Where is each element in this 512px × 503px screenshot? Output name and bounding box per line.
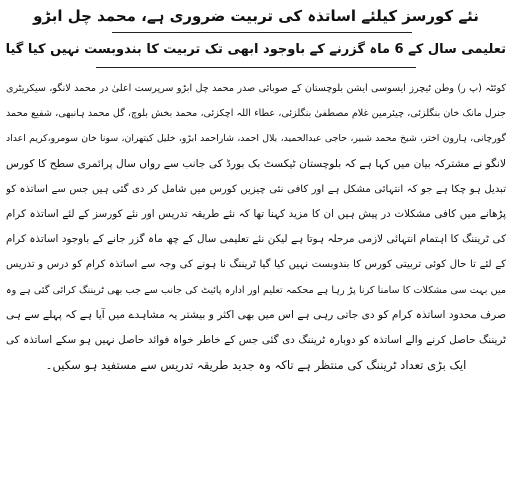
article-line: پڑھانے میں کافی مشکلات در پیش ہیں ان کا مزید کہنا تھا کہ نئے طریقہ تدریس اور نئے کورسز کے لئے اساتذہ کرام [6, 207, 506, 220]
article-line: تبدیل ہو چکا ہے جو کہ انتہائی مشکل ہے اور کافی نئی چیزیں کورس میں شامل کر دی گئی ہیں جس سے اساتذہ کو [6, 183, 506, 195]
article-line: میں بہت سی مشکلات کا سامنا کرنا پڑ رہا ہے محکمہ تعلیم اور ادارہ پائیٹ کی جانب سے جب بھی ٹریننگ کرائی گئی ہے وہ [6, 284, 506, 296]
headline-divider-top [112, 32, 412, 33]
article-line: لانگو نے مشترکہ بیان میں کہا ہے کہ بلوچستان ٹیکسٹ بک بورڈ کی جانب سے رواں سال پرائمری سطح کا کورس [6, 157, 506, 170]
article-body [6, 76, 506, 378]
article-line: کوئٹہ (پ ر) وطن ٹیچرز ایسوسی ایشن بلوچستان کے صوبائی صدر محمد چل ابڑو سرپرست اعلیٰ در محمد لانگو، سیکریٹری [6, 83, 506, 94]
headline-divider-bottom [96, 67, 416, 68]
article-line: صرف محدود اساتذہ کرام کو دی جاتی رہی ہے اس میں بھی اکثر و بیشتر یہ مشاہدے میں آیا ہے کہ پہلے سے ہی [6, 308, 506, 321]
article-line: کی ٹریننگ کا اہتمام انتہائی لازمی مرحلہ ہوتا ہے لیکن نئے تعلیمی سال کے چھ ماہ گزر جانے کے باوجود اساتذہ کرام [6, 233, 506, 246]
article-line-last: ایک بڑی تعداد ٹریننگ کی منتظر ہے تاکہ وہ جدید طریقہ تدریس سے مستفید ہو سکیں۔ [45, 358, 467, 373]
article-line: جنرل مانک خان بنگلزئی، چیئرمین غلام مصطفیٰ بنگلزئی، عطاء اللہ اچکزئی، محمد بخش بلوچ، گل محمد ہانبھی، شفیع محمد [6, 108, 506, 120]
article-line: کے لئے تا حال کوئی تربیتی کورس کا بندوبست نہیں کیا گیا ٹریننگ نا ہونے کی وجہ سے اساتذہ کرام کو درس و تدریس [6, 259, 506, 271]
headline-primary: نئے کورسز کیلئے اساتذہ کی تربیت ضروری ہے، محمد چل ابڑو [33, 7, 479, 25]
headline-secondary: تعلیمی سال کے 6 ماہ گزرنے کے باوجود ابھی تک تربیت کا بندوبست نہیں کیا گیا [5, 42, 506, 57]
article-line: گورچانی، ہارون اختر، شیخ محمد شبیر، حاجی عبدالحمید، بلال احمد، شاراحمد ابڑو، خلیل کیتھران، سونا خان سومرو،کریم اعداد [6, 133, 506, 145]
article-line: ٹریننگ حاصل کرنے والے اساتذہ کو دوبارہ ٹریننگ دی گئی جس کے خاطر خواہ فوائد حاصل نہیں ہو سکے اساتذہ کی [6, 333, 506, 346]
